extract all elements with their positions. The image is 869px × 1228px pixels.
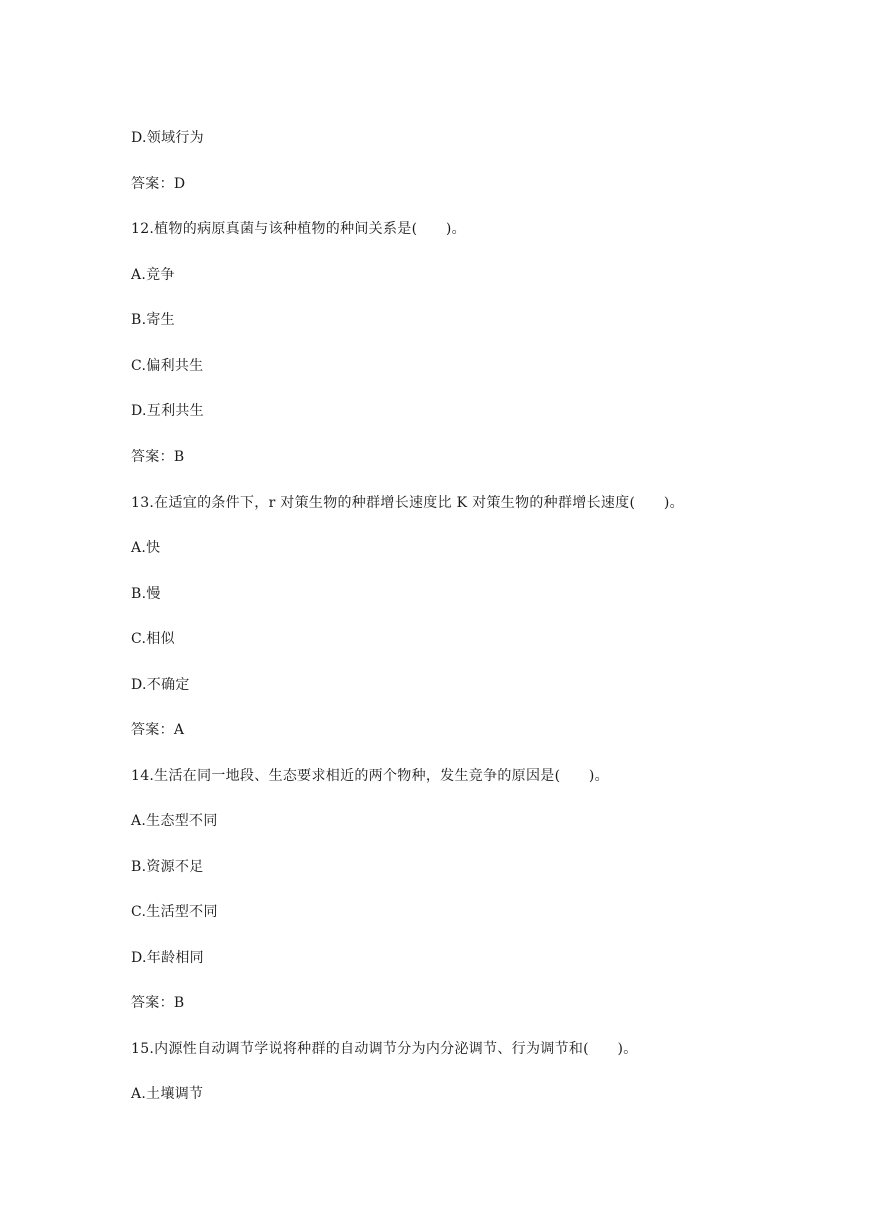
q13-option-a: A.快 [131, 540, 161, 556]
q12-option-c: C.偏利共生 [131, 358, 204, 374]
q13-question: 13.在适宜的条件下，r 对策生物的种群增长速度比 K 对策生物的种群增长速度( )。 [131, 495, 684, 511]
q14-option-b: B.资源不足 [131, 859, 204, 875]
q12-option-a: A.竞争 [131, 267, 175, 283]
q14-option-c: C.生活型不同 [131, 904, 218, 920]
q15-question: 15.内源性自动调节学说将种群的自动调节分为内分泌调节、行为调节和( )。 [131, 1041, 638, 1057]
q13-option-d: D.不确定 [131, 677, 190, 693]
q14-question: 14.生活在同一地段、生态要求相近的两个物种，发生竞争的原因是( )。 [131, 768, 609, 784]
q13-answer: 答案：A [131, 722, 185, 738]
q12-option-b: B.寄生 [131, 312, 175, 328]
q15-option-a: A.土壤调节 [131, 1086, 204, 1102]
q12-option-d: D.互利共生 [131, 403, 204, 419]
q13-option-b: B.慢 [131, 586, 161, 602]
q13-option-c: C.相似 [131, 631, 175, 647]
q14-option-d: D.年龄相同 [131, 950, 204, 966]
q14-answer: 答案：B [131, 995, 185, 1011]
q14-option-a: A.生态型不同 [131, 813, 218, 829]
q11-answer: 答案：D [131, 176, 186, 192]
q12-question: 12.植物的病原真菌与该种植物的种间关系是( )。 [131, 221, 466, 237]
q12-answer: 答案：B [131, 449, 185, 465]
q11-option-d: D.领域行为 [131, 130, 204, 146]
